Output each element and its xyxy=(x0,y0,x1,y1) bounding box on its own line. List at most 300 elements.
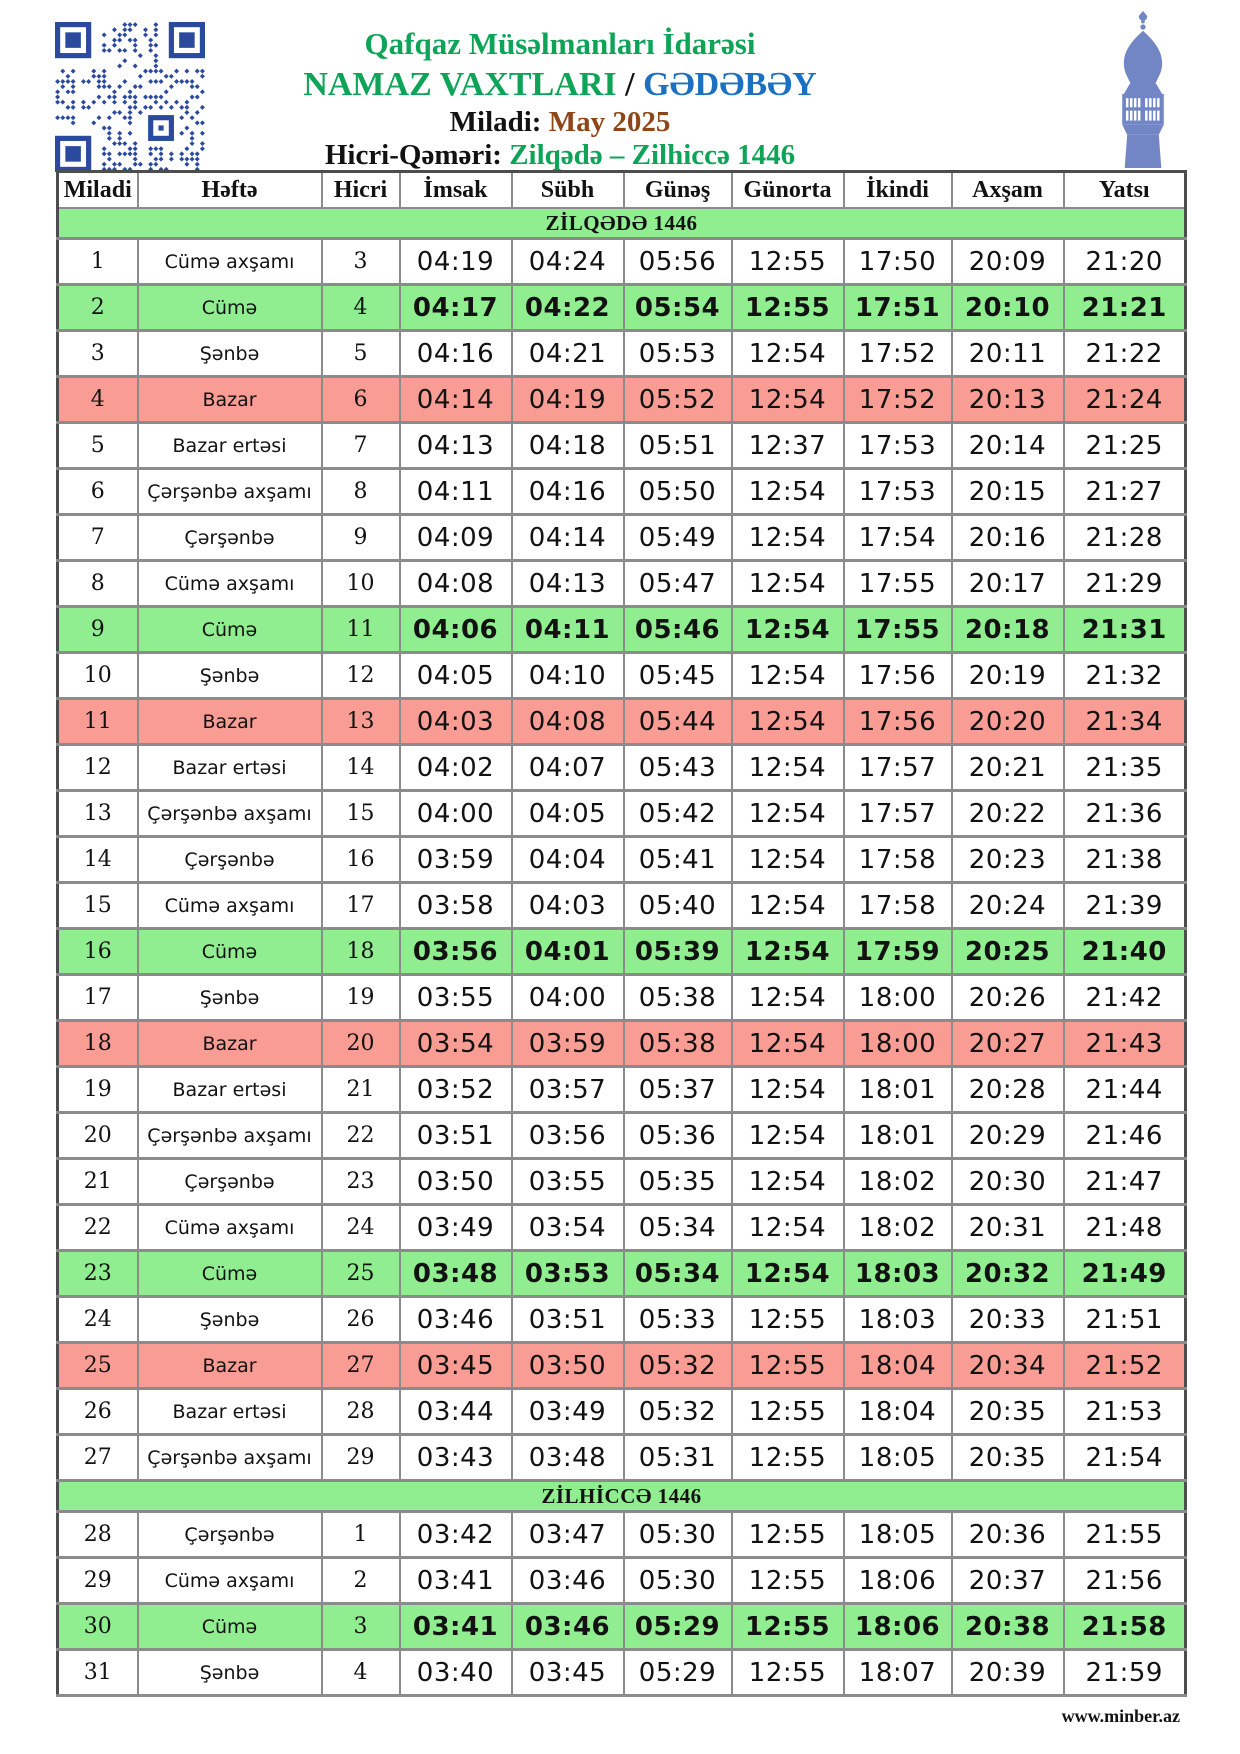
time-cell: 17:56 xyxy=(844,699,952,745)
time-cell: 05:34 xyxy=(624,1205,732,1251)
time-cell: 20:34 xyxy=(952,1343,1064,1389)
weekday-cell: Cümə xyxy=(138,1604,322,1650)
time-cell: 17:59 xyxy=(844,929,952,975)
time-cell: 04:14 xyxy=(512,515,624,561)
time-cell: 12:54 xyxy=(732,1251,844,1297)
time-cell: 03:51 xyxy=(400,1113,512,1159)
weekday-cell: Cümə axşamı xyxy=(138,1558,322,1604)
time-cell: 20:30 xyxy=(952,1159,1064,1205)
weekday-cell: Çərşənbə axşamı xyxy=(138,1435,322,1481)
weekday-cell: Şənbə xyxy=(138,653,322,699)
miladi-cell: 3 xyxy=(58,331,138,377)
table-row xyxy=(58,1113,1186,1159)
column-header: Miladi xyxy=(58,172,138,209)
table-row xyxy=(58,331,1186,377)
time-cell: 17:56 xyxy=(844,653,952,699)
time-cell: 04:07 xyxy=(512,745,624,791)
time-cell: 20:15 xyxy=(952,469,1064,515)
time-cell: 21:53 xyxy=(1064,1389,1186,1435)
time-cell: 21:25 xyxy=(1064,423,1186,469)
time-cell: 17:54 xyxy=(844,515,952,561)
time-cell: 20:35 xyxy=(952,1435,1064,1481)
hicri-cell: 16 xyxy=(322,837,400,883)
weekday-cell: Bazar ertəsi xyxy=(138,1389,322,1435)
section-header-row xyxy=(58,1481,1186,1512)
hicri-cell: 9 xyxy=(322,515,400,561)
time-cell: 05:32 xyxy=(624,1389,732,1435)
hicri-cell: 3 xyxy=(322,1604,400,1650)
time-cell: 21:31 xyxy=(1064,607,1186,653)
time-cell: 20:25 xyxy=(952,929,1064,975)
time-cell: 21:28 xyxy=(1064,515,1186,561)
city-name: GƏDƏBƏY xyxy=(643,65,817,103)
time-cell: 12:54 xyxy=(732,607,844,653)
time-cell: 05:53 xyxy=(624,331,732,377)
hicri-cell: 27 xyxy=(322,1343,400,1389)
time-cell: 12:55 xyxy=(732,1343,844,1389)
miladi-cell: 20 xyxy=(58,1113,138,1159)
time-cell: 03:46 xyxy=(512,1558,624,1604)
table-row xyxy=(58,515,1186,561)
time-cell: 12:54 xyxy=(732,1021,844,1067)
table-header-row xyxy=(58,172,1186,209)
time-cell: 03:43 xyxy=(400,1435,512,1481)
weekday-cell: Çərşənbə axşamı xyxy=(138,791,322,837)
time-cell: 20:37 xyxy=(952,1558,1064,1604)
time-cell: 20:20 xyxy=(952,699,1064,745)
time-cell: 05:29 xyxy=(624,1650,732,1696)
time-cell: 21:38 xyxy=(1064,837,1186,883)
weekday-cell: Şənbə xyxy=(138,975,322,1021)
time-cell: 18:02 xyxy=(844,1159,952,1205)
header-titles xyxy=(55,26,1065,172)
section-header-row xyxy=(58,208,1186,239)
weekday-cell: Bazar ertəsi xyxy=(138,1067,322,1113)
time-cell: 03:46 xyxy=(400,1297,512,1343)
miladi-line xyxy=(55,106,1065,139)
time-cell: 21:32 xyxy=(1064,653,1186,699)
time-cell: 20:39 xyxy=(952,1650,1064,1696)
time-cell: 03:52 xyxy=(400,1067,512,1113)
time-cell: 12:54 xyxy=(732,653,844,699)
hicri-cell: 24 xyxy=(322,1205,400,1251)
time-cell: 12:55 xyxy=(732,239,844,285)
time-cell: 21:48 xyxy=(1064,1205,1186,1251)
hicri-cell: 8 xyxy=(322,469,400,515)
time-cell: 21:58 xyxy=(1064,1604,1186,1650)
time-cell: 05:37 xyxy=(624,1067,732,1113)
miladi-cell: 7 xyxy=(58,515,138,561)
hicri-cell: 18 xyxy=(322,929,400,975)
time-cell: 05:38 xyxy=(624,975,732,1021)
time-cell: 17:53 xyxy=(844,469,952,515)
time-cell: 18:03 xyxy=(844,1297,952,1343)
table-row xyxy=(58,1435,1186,1481)
table-row xyxy=(58,1604,1186,1650)
website-footer: www.minber.az xyxy=(1061,1706,1180,1726)
time-cell: 21:52 xyxy=(1064,1343,1186,1389)
time-cell: 03:55 xyxy=(512,1159,624,1205)
time-cell: 04:03 xyxy=(400,699,512,745)
miladi-cell: 8 xyxy=(58,561,138,607)
time-cell: 20:26 xyxy=(952,975,1064,1021)
hicri-cell: 15 xyxy=(322,791,400,837)
time-cell: 05:41 xyxy=(624,837,732,883)
time-cell: 21:46 xyxy=(1064,1113,1186,1159)
hicri-cell: 7 xyxy=(322,423,400,469)
time-cell: 03:40 xyxy=(400,1650,512,1696)
time-cell: 04:09 xyxy=(400,515,512,561)
miladi-cell: 13 xyxy=(58,791,138,837)
table-row xyxy=(58,1251,1186,1297)
time-cell: 21:42 xyxy=(1064,975,1186,1021)
table-row xyxy=(58,699,1186,745)
weekday-cell: Şənbə xyxy=(138,331,322,377)
time-cell: 12:55 xyxy=(732,1604,844,1650)
time-cell: 05:43 xyxy=(624,745,732,791)
time-cell: 20:19 xyxy=(952,653,1064,699)
table-row xyxy=(58,239,1186,285)
weekday-cell: Çərşənbə xyxy=(138,1512,322,1558)
time-cell: 21:35 xyxy=(1064,745,1186,791)
time-cell: 04:16 xyxy=(512,469,624,515)
time-cell: 21:27 xyxy=(1064,469,1186,515)
miladi-cell: 10 xyxy=(58,653,138,699)
table-row xyxy=(58,285,1186,331)
time-cell: 03:41 xyxy=(400,1558,512,1604)
time-cell: 20:16 xyxy=(952,515,1064,561)
miladi-cell: 11 xyxy=(58,699,138,745)
hicri-value: Zilqədə – Zilhiccə 1446 xyxy=(509,139,796,172)
hicri-cell: 2 xyxy=(322,1558,400,1604)
time-cell: 17:53 xyxy=(844,423,952,469)
table-row xyxy=(58,1067,1186,1113)
table-row xyxy=(58,1021,1186,1067)
hicri-cell: 13 xyxy=(322,699,400,745)
time-cell: 17:57 xyxy=(844,791,952,837)
time-cell: 12:54 xyxy=(732,1159,844,1205)
weekday-cell: Bazar xyxy=(138,1021,322,1067)
time-cell: 17:52 xyxy=(844,331,952,377)
table-row xyxy=(58,837,1186,883)
hicri-cell: 29 xyxy=(322,1435,400,1481)
time-cell: 12:55 xyxy=(732,1650,844,1696)
time-cell: 05:30 xyxy=(624,1512,732,1558)
hicri-cell: 23 xyxy=(322,1159,400,1205)
weekday-cell: Çərşənbə axşamı xyxy=(138,1113,322,1159)
time-cell: 20:10 xyxy=(952,285,1064,331)
miladi-cell: 27 xyxy=(58,1435,138,1481)
column-header: Günəş xyxy=(624,172,732,209)
minaret-icon xyxy=(1102,10,1184,168)
time-cell: 20:29 xyxy=(952,1113,1064,1159)
time-cell: 05:29 xyxy=(624,1604,732,1650)
time-cell: 12:54 xyxy=(732,331,844,377)
miladi-cell: 18 xyxy=(58,1021,138,1067)
time-cell: 17:52 xyxy=(844,377,952,423)
miladi-cell: 31 xyxy=(58,1650,138,1696)
miladi-cell: 1 xyxy=(58,239,138,285)
time-cell: 21:55 xyxy=(1064,1512,1186,1558)
miladi-cell: 30 xyxy=(58,1604,138,1650)
time-cell: 03:49 xyxy=(512,1389,624,1435)
time-cell: 04:19 xyxy=(512,377,624,423)
time-cell: 12:54 xyxy=(732,745,844,791)
miladi-cell: 19 xyxy=(58,1067,138,1113)
time-cell: 18:00 xyxy=(844,975,952,1021)
time-cell: 05:46 xyxy=(624,607,732,653)
time-cell: 20:28 xyxy=(952,1067,1064,1113)
time-cell: 21:43 xyxy=(1064,1021,1186,1067)
hicri-cell: 14 xyxy=(322,745,400,791)
page-title xyxy=(55,65,1065,104)
time-cell: 03:54 xyxy=(512,1205,624,1251)
time-cell: 20:38 xyxy=(952,1604,1064,1650)
time-cell: 12:54 xyxy=(732,791,844,837)
time-cell: 12:54 xyxy=(732,883,844,929)
time-cell: 20:17 xyxy=(952,561,1064,607)
column-header: Axşam xyxy=(952,172,1064,209)
hicri-cell: 6 xyxy=(322,377,400,423)
title-separator: / xyxy=(616,65,644,103)
time-cell: 18:05 xyxy=(844,1512,952,1558)
time-cell: 18:01 xyxy=(844,1113,952,1159)
time-cell: 18:06 xyxy=(844,1604,952,1650)
time-cell: 03:49 xyxy=(400,1205,512,1251)
time-cell: 21:49 xyxy=(1064,1251,1186,1297)
time-cell: 12:54 xyxy=(732,561,844,607)
time-cell: 03:55 xyxy=(400,975,512,1021)
weekday-cell: Çərşənbə xyxy=(138,837,322,883)
miladi-cell: 29 xyxy=(58,1558,138,1604)
time-cell: 21:29 xyxy=(1064,561,1186,607)
hicri-cell: 22 xyxy=(322,1113,400,1159)
miladi-cell: 28 xyxy=(58,1512,138,1558)
table-row xyxy=(58,791,1186,837)
table-row xyxy=(58,469,1186,515)
hicri-cell: 1 xyxy=(322,1512,400,1558)
time-cell: 05:34 xyxy=(624,1251,732,1297)
time-cell: 03:54 xyxy=(400,1021,512,1067)
hicri-cell: 5 xyxy=(322,331,400,377)
weekday-cell: Cümə xyxy=(138,929,322,975)
time-cell: 17:58 xyxy=(844,837,952,883)
time-cell: 04:03 xyxy=(512,883,624,929)
time-cell: 03:48 xyxy=(512,1435,624,1481)
time-cell: 04:05 xyxy=(400,653,512,699)
weekday-cell: Şənbə xyxy=(138,1297,322,1343)
time-cell: 05:31 xyxy=(624,1435,732,1481)
time-cell: 20:36 xyxy=(952,1512,1064,1558)
weekday-cell: Cümə xyxy=(138,285,322,331)
time-cell: 03:45 xyxy=(400,1343,512,1389)
time-cell: 20:24 xyxy=(952,883,1064,929)
weekday-cell: Bazar xyxy=(138,1343,322,1389)
table-row xyxy=(58,929,1186,975)
time-cell: 18:05 xyxy=(844,1435,952,1481)
page-header xyxy=(0,0,1240,170)
minaret-image xyxy=(1102,10,1184,168)
time-cell: 05:36 xyxy=(624,1113,732,1159)
time-cell: 04:05 xyxy=(512,791,624,837)
table-row xyxy=(58,377,1186,423)
time-cell: 05:40 xyxy=(624,883,732,929)
time-cell: 03:50 xyxy=(512,1343,624,1389)
column-header: Günorta xyxy=(732,172,844,209)
time-cell: 12:55 xyxy=(732,1512,844,1558)
time-cell: 04:16 xyxy=(400,331,512,377)
time-cell: 12:54 xyxy=(732,1067,844,1113)
table-row xyxy=(58,607,1186,653)
time-cell: 03:59 xyxy=(400,837,512,883)
time-cell: 12:54 xyxy=(732,1113,844,1159)
miladi-cell: 4 xyxy=(58,377,138,423)
time-cell: 04:19 xyxy=(400,239,512,285)
time-cell: 05:54 xyxy=(624,285,732,331)
hicri-cell: 21 xyxy=(322,1067,400,1113)
time-cell: 20:13 xyxy=(952,377,1064,423)
miladi-cell: 23 xyxy=(58,1251,138,1297)
time-cell: 18:04 xyxy=(844,1389,952,1435)
time-cell: 20:23 xyxy=(952,837,1064,883)
miladi-cell: 2 xyxy=(58,285,138,331)
column-header: İmsak xyxy=(400,172,512,209)
title-text: NAMAZ VAXTLARI xyxy=(303,65,617,103)
weekday-cell: Çərşənbə xyxy=(138,515,322,561)
hicri-cell: 10 xyxy=(322,561,400,607)
hicri-cell: 4 xyxy=(322,285,400,331)
table-row xyxy=(58,1343,1186,1389)
time-cell: 12:54 xyxy=(732,837,844,883)
miladi-cell: 26 xyxy=(58,1389,138,1435)
time-cell: 03:47 xyxy=(512,1512,624,1558)
time-cell: 03:53 xyxy=(512,1251,624,1297)
time-cell: 17:50 xyxy=(844,239,952,285)
weekday-cell: Çərşənbə xyxy=(138,1159,322,1205)
column-header: Həftə xyxy=(138,172,322,209)
weekday-cell: Şənbə xyxy=(138,1650,322,1696)
miladi-value: May 2025 xyxy=(548,105,671,138)
table-row xyxy=(58,1512,1186,1558)
time-cell: 04:18 xyxy=(512,423,624,469)
time-cell: 18:01 xyxy=(844,1067,952,1113)
table-row xyxy=(58,1650,1186,1696)
time-cell: 03:42 xyxy=(400,1512,512,1558)
time-cell: 04:08 xyxy=(400,561,512,607)
organization-name: Qafqaz Müsəlmanları İdarəsi xyxy=(364,26,756,61)
time-cell: 21:22 xyxy=(1064,331,1186,377)
time-cell: 03:59 xyxy=(512,1021,624,1067)
miladi-cell: 24 xyxy=(58,1297,138,1343)
hicri-line xyxy=(55,139,1065,172)
time-cell: 18:03 xyxy=(844,1251,952,1297)
time-cell: 05:30 xyxy=(624,1558,732,1604)
time-cell: 12:55 xyxy=(732,1558,844,1604)
hicri-cell: 11 xyxy=(322,607,400,653)
time-cell: 17:55 xyxy=(844,561,952,607)
time-cell: 18:00 xyxy=(844,1021,952,1067)
time-cell: 12:54 xyxy=(732,515,844,561)
time-cell: 05:47 xyxy=(624,561,732,607)
time-cell: 04:11 xyxy=(400,469,512,515)
miladi-label: Miladi: xyxy=(449,105,542,138)
weekday-cell: Bazar ertəsi xyxy=(138,745,322,791)
miladi-cell: 17 xyxy=(58,975,138,1021)
time-cell: 05:32 xyxy=(624,1343,732,1389)
time-cell: 05:56 xyxy=(624,239,732,285)
time-cell: 04:06 xyxy=(400,607,512,653)
time-cell: 18:02 xyxy=(844,1205,952,1251)
time-cell: 12:54 xyxy=(732,699,844,745)
table-row xyxy=(58,653,1186,699)
time-cell: 21:59 xyxy=(1064,1650,1186,1696)
column-header: Sübh xyxy=(512,172,624,209)
time-cell: 21:44 xyxy=(1064,1067,1186,1113)
time-cell: 04:21 xyxy=(512,331,624,377)
time-cell: 21:39 xyxy=(1064,883,1186,929)
hicri-cell: 17 xyxy=(322,883,400,929)
time-cell: 21:51 xyxy=(1064,1297,1186,1343)
time-cell: 05:52 xyxy=(624,377,732,423)
time-cell: 12:55 xyxy=(732,1435,844,1481)
time-cell: 12:54 xyxy=(732,975,844,1021)
table-row xyxy=(58,423,1186,469)
time-cell: 05:33 xyxy=(624,1297,732,1343)
time-cell: 04:08 xyxy=(512,699,624,745)
time-cell: 04:17 xyxy=(400,285,512,331)
column-header: Yatsı xyxy=(1064,172,1186,209)
miladi-cell: 14 xyxy=(58,837,138,883)
table-row xyxy=(58,975,1186,1021)
time-cell: 05:50 xyxy=(624,469,732,515)
time-cell: 04:00 xyxy=(512,975,624,1021)
time-cell: 03:41 xyxy=(400,1604,512,1650)
time-cell: 05:45 xyxy=(624,653,732,699)
time-cell: 21:36 xyxy=(1064,791,1186,837)
time-cell: 05:39 xyxy=(624,929,732,975)
hicri-cell: 19 xyxy=(322,975,400,1021)
time-cell: 05:51 xyxy=(624,423,732,469)
table-row xyxy=(58,1297,1186,1343)
time-cell: 03:56 xyxy=(400,929,512,975)
time-cell: 03:48 xyxy=(400,1251,512,1297)
column-header: İkindi xyxy=(844,172,952,209)
hicri-label: Hicri-Qəməri: xyxy=(324,139,502,172)
weekday-cell: Cümə xyxy=(138,607,322,653)
time-cell: 03:46 xyxy=(512,1604,624,1650)
time-cell: 12:55 xyxy=(732,285,844,331)
time-cell: 20:27 xyxy=(952,1021,1064,1067)
hicri-cell: 20 xyxy=(322,1021,400,1067)
time-cell: 04:10 xyxy=(512,653,624,699)
miladi-cell: 12 xyxy=(58,745,138,791)
time-cell: 03:50 xyxy=(400,1159,512,1205)
time-cell: 05:42 xyxy=(624,791,732,837)
hicri-cell: 26 xyxy=(322,1297,400,1343)
time-cell: 21:24 xyxy=(1064,377,1186,423)
miladi-cell: 6 xyxy=(58,469,138,515)
time-cell: 18:06 xyxy=(844,1558,952,1604)
time-cell: 12:54 xyxy=(732,469,844,515)
time-cell: 20:09 xyxy=(952,239,1064,285)
weekday-cell: Cümə axşamı xyxy=(138,1205,322,1251)
time-cell: 03:57 xyxy=(512,1067,624,1113)
time-cell: 12:55 xyxy=(732,1389,844,1435)
time-cell: 21:34 xyxy=(1064,699,1186,745)
prayer-times-table xyxy=(56,170,1187,1697)
time-cell: 05:49 xyxy=(624,515,732,561)
time-cell: 04:13 xyxy=(400,423,512,469)
